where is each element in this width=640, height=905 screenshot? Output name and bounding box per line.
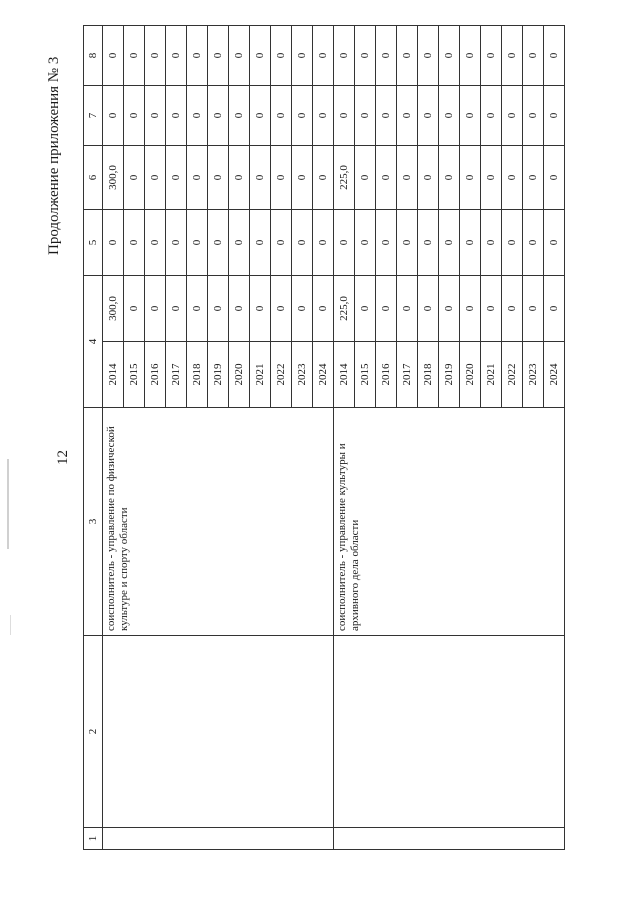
value-cell: 0 [145, 86, 166, 146]
value-cell: 300,0 [103, 146, 124, 210]
table-body [84, 26, 565, 850]
value-cell: 0 [292, 276, 313, 342]
value-cell: 0 [187, 276, 208, 342]
column-header: 6 [84, 146, 103, 210]
value-cell: 0 [292, 210, 313, 276]
year-cell: 2017 [397, 342, 418, 408]
value-cell: 0 [334, 26, 355, 86]
value-cell: 0 [103, 210, 124, 276]
value-cell: 0 [166, 26, 187, 86]
value-cell: 0 [397, 276, 418, 342]
value-cell: 0 [103, 86, 124, 146]
value-cell: 0 [460, 86, 481, 146]
value-cell: 0 [481, 210, 502, 276]
value-cell: 0 [523, 276, 544, 342]
value-cell: 0 [481, 26, 502, 86]
value-cell: 0 [523, 86, 544, 146]
value-cell: 0 [229, 276, 250, 342]
value-cell: 0 [145, 210, 166, 276]
value-cell: 0 [397, 146, 418, 210]
year-cell: 2018 [187, 342, 208, 408]
value-cell: 0 [292, 86, 313, 146]
value-cell: 0 [250, 276, 271, 342]
value-cell: 0 [460, 146, 481, 210]
value-cell: 0 [271, 146, 292, 210]
value-cell: 0 [376, 276, 397, 342]
value-cell: 0 [460, 210, 481, 276]
value-cell: 0 [145, 146, 166, 210]
value-cell: 0 [439, 26, 460, 86]
value-cell: 0 [292, 26, 313, 86]
value-cell: 0 [250, 26, 271, 86]
value-cell: 0 [481, 86, 502, 146]
value-cell: 0 [439, 210, 460, 276]
value-cell: 0 [208, 86, 229, 146]
year-cell: 2020 [229, 342, 250, 408]
value-cell: 0 [313, 210, 334, 276]
number-cell [334, 828, 565, 850]
year-cell: 2014 [103, 342, 124, 408]
value-cell: 0 [481, 276, 502, 342]
year-cell: 2024 [544, 342, 565, 408]
value-cell: 0 [124, 146, 145, 210]
value-cell: 0 [502, 26, 523, 86]
table-header-row [84, 26, 103, 850]
value-cell: 0 [460, 276, 481, 342]
year-cell: 2018 [418, 342, 439, 408]
name-cell [103, 636, 334, 828]
name-cell [334, 636, 565, 828]
value-cell: 0 [481, 146, 502, 210]
value-cell: 0 [439, 86, 460, 146]
value-cell: 0 [145, 276, 166, 342]
value-cell: 300,0 [103, 276, 124, 342]
value-cell: 0 [439, 146, 460, 210]
year-cell: 2020 [460, 342, 481, 408]
value-cell: 0 [502, 210, 523, 276]
value-cell: 0 [208, 210, 229, 276]
value-cell: 0 [376, 26, 397, 86]
value-cell: 0 [145, 26, 166, 86]
value-cell: 0 [166, 86, 187, 146]
year-cell: 2014 [334, 342, 355, 408]
value-cell: 0 [313, 26, 334, 86]
value-cell: 0 [418, 86, 439, 146]
number-cell [103, 828, 334, 850]
value-cell: 0 [376, 146, 397, 210]
table-row [103, 26, 124, 850]
value-cell: 0 [544, 26, 565, 86]
year-cell: 2019 [439, 342, 460, 408]
value-cell: 0 [166, 146, 187, 210]
value-cell: 0 [544, 146, 565, 210]
value-cell: 0 [544, 210, 565, 276]
value-cell: 0 [418, 146, 439, 210]
executor-cell: соисполнитель - управление по физической культуре и спорту области [103, 408, 334, 636]
value-cell: 0 [124, 276, 145, 342]
year-cell: 2019 [208, 342, 229, 408]
year-cell: 2021 [250, 342, 271, 408]
year-cell: 2022 [271, 342, 292, 408]
value-cell: 0 [292, 146, 313, 210]
value-cell: 0 [271, 210, 292, 276]
value-cell: 0 [355, 146, 376, 210]
value-cell: 0 [418, 26, 439, 86]
value-cell: 0 [376, 210, 397, 276]
value-cell: 0 [439, 276, 460, 342]
value-cell: 0 [313, 146, 334, 210]
value-cell: 0 [187, 210, 208, 276]
value-cell: 0 [460, 26, 481, 86]
value-cell: 0 [250, 86, 271, 146]
value-cell: 0 [502, 86, 523, 146]
column-header: 2 [84, 636, 103, 828]
value-cell: 0 [418, 210, 439, 276]
value-cell: 0 [397, 26, 418, 86]
year-cell: 2015 [355, 342, 376, 408]
year-cell: 2021 [481, 342, 502, 408]
value-cell: 0 [208, 26, 229, 86]
year-cell: 2023 [523, 342, 544, 408]
value-cell: 0 [334, 210, 355, 276]
value-cell: 0 [334, 86, 355, 146]
value-cell: 0 [250, 146, 271, 210]
value-cell: 0 [271, 26, 292, 86]
data-table [83, 25, 565, 850]
year-cell: 2015 [124, 342, 145, 408]
value-cell: 0 [397, 86, 418, 146]
value-cell: 225,0 [334, 146, 355, 210]
value-cell: 0 [124, 26, 145, 86]
table-row [334, 26, 355, 850]
value-cell: 0 [229, 210, 250, 276]
value-cell: 0 [166, 276, 187, 342]
value-cell: 0 [523, 26, 544, 86]
value-cell: 0 [229, 146, 250, 210]
column-header: 7 [84, 86, 103, 146]
value-cell: 0 [124, 86, 145, 146]
scan-artifact [7, 459, 9, 549]
value-cell: 0 [103, 26, 124, 86]
value-cell: 0 [313, 276, 334, 342]
value-cell: 0 [355, 276, 376, 342]
column-header: 4 [84, 276, 103, 408]
value-cell: 0 [208, 146, 229, 210]
value-cell: 0 [187, 86, 208, 146]
value-cell: 0 [229, 26, 250, 86]
column-header: 1 [84, 828, 103, 850]
appendix-title: Продолжение приложения № 3 [46, 56, 62, 255]
value-cell: 0 [544, 86, 565, 146]
value-cell: 0 [544, 276, 565, 342]
value-cell: 0 [271, 276, 292, 342]
value-cell: 0 [376, 86, 397, 146]
year-cell: 2022 [502, 342, 523, 408]
year-cell: 2017 [166, 342, 187, 408]
value-cell: 0 [397, 210, 418, 276]
value-cell: 0 [187, 26, 208, 86]
year-cell: 2023 [292, 342, 313, 408]
column-header: 8 [84, 26, 103, 86]
value-cell: 0 [355, 86, 376, 146]
value-cell: 0 [313, 86, 334, 146]
year-cell: 2016 [145, 342, 166, 408]
value-cell: 0 [250, 210, 271, 276]
page-number: 12 [55, 450, 71, 465]
value-cell: 0 [355, 210, 376, 276]
value-cell: 0 [502, 276, 523, 342]
executor-cell: соисполнитель - управление культуры и архивного дела области [334, 408, 565, 636]
year-cell: 2024 [313, 342, 334, 408]
value-cell: 0 [124, 210, 145, 276]
column-header: 3 [84, 408, 103, 636]
value-cell: 225,0 [334, 276, 355, 342]
value-cell: 0 [208, 276, 229, 342]
year-cell: 2016 [376, 342, 397, 408]
column-header: 5 [84, 210, 103, 276]
value-cell: 0 [523, 210, 544, 276]
value-cell: 0 [271, 86, 292, 146]
value-cell: 0 [502, 146, 523, 210]
value-cell: 0 [229, 86, 250, 146]
value-cell: 0 [355, 26, 376, 86]
value-cell: 0 [523, 146, 544, 210]
value-cell: 0 [166, 210, 187, 276]
value-cell: 0 [187, 146, 208, 210]
value-cell: 0 [418, 276, 439, 342]
